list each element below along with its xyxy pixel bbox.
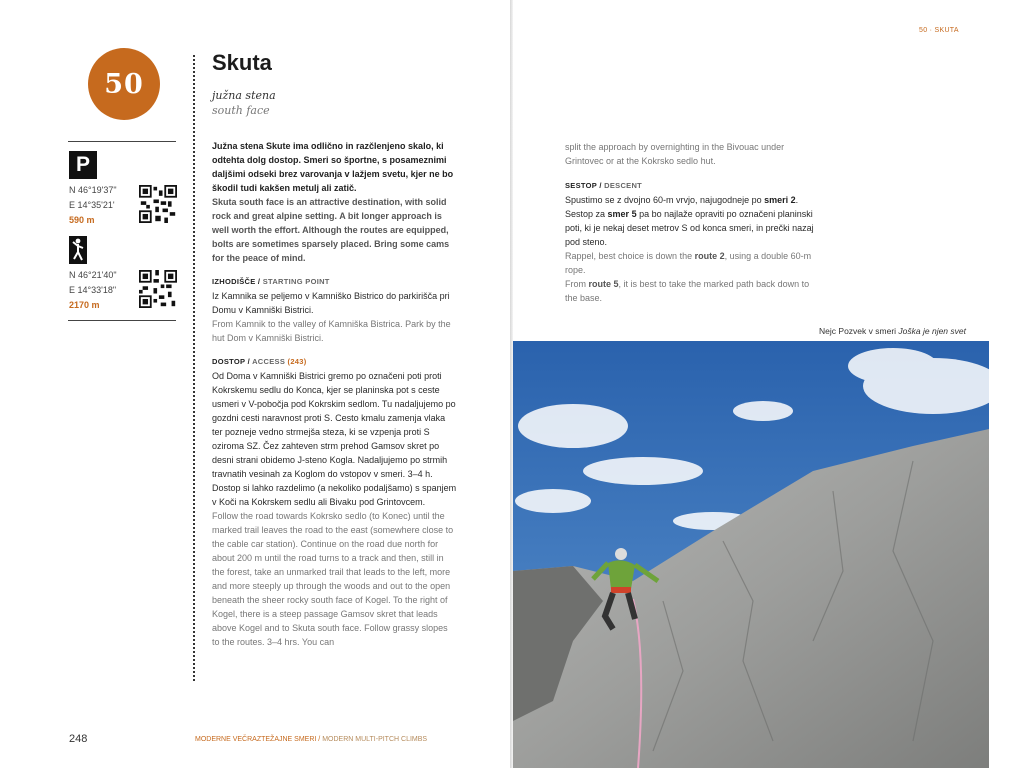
left-page (0, 0, 510, 768)
start-qr-code-icon (139, 270, 177, 308)
sidebar-divider (68, 141, 176, 142)
running-header: 50 · SKUTA (919, 27, 959, 34)
start-lon: E 14°33'18" (69, 285, 117, 295)
subtitle-slovene: južna stena (212, 89, 276, 102)
access-map-ref: (243) (287, 357, 307, 366)
start-coordinates (69, 268, 117, 313)
right-column (565, 140, 815, 305)
main-column (212, 139, 457, 649)
parking-coordinates (69, 183, 117, 228)
intro-english: Skuta south face is an attractive destination, with solid rock and great alpine setting. A bit longer approach is well worth the effort. Although the routes are equipped, bolts are sometimes sparsely placed. Bring some cams for the peace of mind. (212, 197, 450, 263)
descent-english-1: Rappel, best choice is down the route 2, using a double 60-m rope. (565, 251, 812, 275)
access-slovene: Od Doma v Kamniški Bistrici gremo po označeni poti proti Kokrskemu sedlu do Konca, kjer se planinska pot s ceste usmeri v V-pobočja pod Kokrskim sedlom. Tu nadaljujemo po gozdni cesti naravnost proti S. Cesto kmalu zamenja vlaka ter pozneje vedno strmejša steza, ki se vzpenja proti S oziroma SZ. Čez zahteven strm prehod Gamsov skret po desni strani obidemo J-steno Kogla. Nadaljujemo po strmih travnatih vesinah za Koglom do vstopov v smeri. 3–4 h. Dostop si lahko razdelimo (a nekoliko podaljšamo) s spanjem v Koči na Kokrskem sedlu ali Bivaku pod Grintovcem. (212, 371, 457, 507)
starting-point-heading: IZHODIŠČE / STARTING POINT (212, 277, 330, 286)
access-heading: DOSTOP / ACCESS (243) (212, 357, 307, 366)
sidebar-divider-bottom (68, 320, 176, 321)
climber-icon (69, 236, 87, 264)
descent-slovene: Spustimo se z dvojno 60-m vrvjo, najugodneje po smeri 2. Sestop za smer 5 pa bo najlaže opraviti po označeni planinski poti, ki je nekaj deset metrov S od konca smeri, in prečki nazaj pod steno. (565, 195, 814, 247)
page-title: Skuta (212, 50, 272, 75)
parking-icon: P (69, 151, 97, 179)
access-english-continued: split the approach by overnighting in the Bivouac under Grintovec or at the Kokrsko sedlo hut. (565, 142, 785, 166)
descent-heading: SESTOP / DESCENT (565, 181, 643, 190)
running-footer: MODERNE VEČRAZTEŽAJNE SMERI / MODERN MULTI-PITCH CLIMBS (195, 736, 428, 743)
descent-english-2: From route 5, it is best to take the marked path back down to the base. (565, 279, 810, 303)
start-lat: N 46°21'40" (69, 270, 117, 280)
parking-lon: E 14°35'21' (69, 200, 115, 210)
starting-point-slovene: Iz Kamnika se peljemo v Kamniško Bistrico do parkirišča pri Domu v Kamniški Bistrici. (212, 291, 450, 315)
start-altitude: 2170 m (69, 300, 100, 310)
intro-slovene: Južna stena Skute ima odlično in razčlenjeno skalo, ki odtehta dolg dostop. Smeri so športne, s posameznimi daljšimi odseki brez varovanja v lažjem svetu, kjer ne bo škodil tudi kakšen metulj ali zatič. (212, 141, 454, 193)
access-english: Follow the road towards Kokrsko sedlo (to Konec) until the marked trail leaves the road to the east (somewhere close to the cable car station). Continue on the road due north for about 200 m until the road turns to a track and then, still in the forest, take an unmarked trail that leads to the left, more and more steeply up through the woods and out to the open beneath the sheer rocky south face of Kogel. To the right of Kogel, there is a steep passage Gamsov skret that leads above Kogel and to Skuta south face. Follow grassy slopes to the routes. 3–4 hrs. You can (212, 511, 454, 647)
parking-qr-code-icon (139, 185, 177, 223)
route-number-badge: 50 (88, 48, 160, 120)
parking-lat: N 46°19'37" (69, 185, 117, 195)
photo-caption: Nejc Pozvek v smeri Joška je njen svet (819, 326, 966, 336)
subtitle-english: south face (212, 104, 270, 117)
page-number: 248 (69, 733, 88, 745)
starting-point-english: From Kamnik to the valley of Kamniška Bistrica. Park by the hut Dom v Kamniški Bistrici. (212, 319, 451, 343)
parking-altitude: 590 m (69, 215, 95, 225)
column-divider (193, 55, 195, 681)
climbing-photo (513, 341, 989, 768)
